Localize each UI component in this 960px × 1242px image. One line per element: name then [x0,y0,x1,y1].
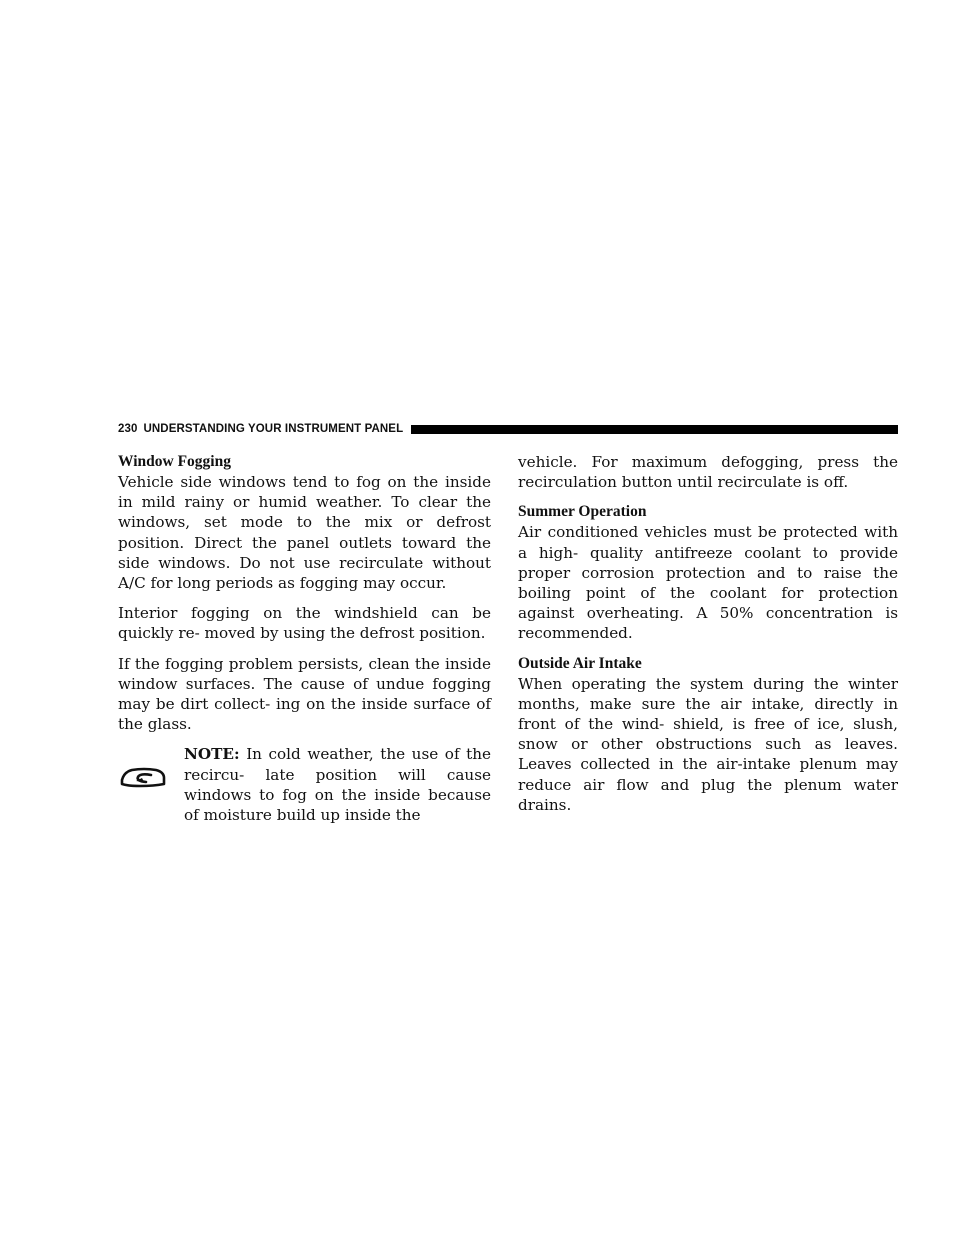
section-title: UNDERSTANDING YOUR INSTRUMENT PANEL [143,423,404,435]
page-number: 230 [118,423,138,435]
summer-operation-section [518,502,898,643]
left-column [118,452,491,825]
header-rule [411,425,898,434]
right-column [518,452,898,825]
outside-air-intake-section [518,654,898,815]
window-fogging-paragraph-3: If the fogging problem persists, clean the inside window surfaces. The cause of undue fogging may be dirt collect- ing on the inside surface of the glass. [118,654,491,734]
page-header [118,421,898,437]
note-block [118,744,491,825]
summer-operation-paragraph: Air conditioned vehicles must be protected with a high- quality antifreeze coolant to provide proper corrosion protection and to raise the boiling point of the coolant for protection against overheating. A 50% concentration is recommended. [518,523,898,643]
note-text [184,744,491,825]
recirculation-icon [118,744,184,790]
note-body: In cold weather, the use of the recircu- late position will cause windows to fog on the inside because of moisture build up inside the [184,745,492,825]
window-fogging-heading: Window Fogging [118,453,231,470]
continuation-paragraph: vehicle. For maximum defogging, press the recirculation button until recirculate is off. [518,453,898,492]
note-label: NOTE: [184,745,240,764]
window-fogging-paragraph-1: Vehicle side windows tend to fog on the inside in mild rainy or humid weather. To clear the windows, set mode to the mix or defrost position. Direct the panel outlets toward the side windows. Do not use recirculate without A/C for long periods as fogging may occur. [118,473,491,593]
summer-operation-heading: Summer Operation [518,503,647,521]
outside-air-intake-heading: Outside Air Intake [518,654,642,672]
outside-air-intake-paragraph: When operating the system during the winter months, make sure the air intake, directly in front of the wind- shield, is free of ice, slush, snow or other obstructions such as leaves. Leaves collected in the air-intake plenum may reduce air flow and plug the plenum water drains. [518,674,898,814]
window-fogging-paragraph-2: Interior fogging on the windshield can be quickly re- moved by using the defrost position. [118,604,491,643]
